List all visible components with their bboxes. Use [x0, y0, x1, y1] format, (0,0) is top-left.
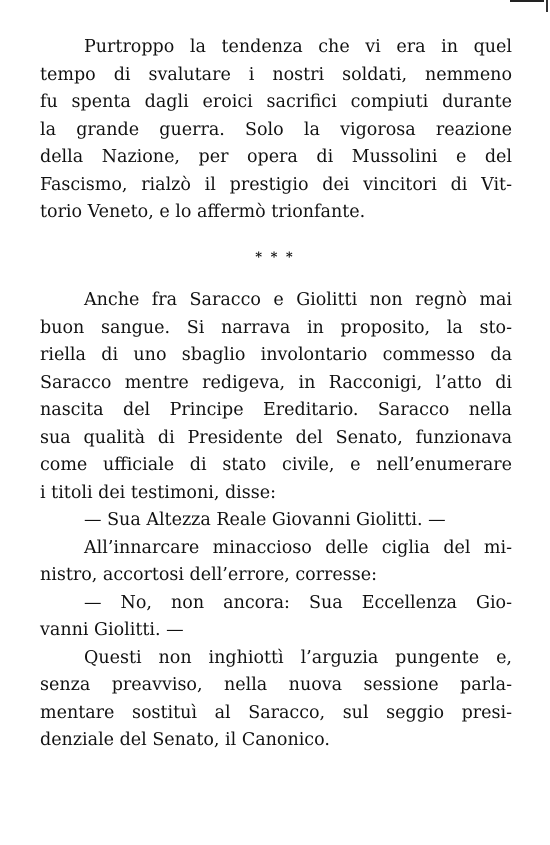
text-line: i titoli dei testimoni, disse: — [40, 482, 276, 503]
text-line: torio Veneto, e lo affermò trionfante. — [40, 202, 366, 222]
text-line: denziale del Senato, il Canonico. — [40, 730, 330, 750]
text-line: sua qualità di Presidente del Senato, funzionava — [40, 427, 512, 448]
text-line: fu spenta dagli eroici sacrifici compiuti durante — [40, 92, 512, 112]
section-separator: * * * — [255, 250, 295, 265]
dialogue-line: — Sua Altezza Reale Giovanni Giolitti. — — [84, 510, 446, 530]
text-line: la grande guerra. Solo la vigorosa reazione — [40, 119, 512, 140]
text-line: Saracco mentre redigeva, in Racconigi, l’atto di — [40, 372, 512, 393]
text-line: vanni Giolitti. — — [40, 620, 184, 640]
text-line: senza preavviso, nella nuova sessione parla- — [40, 675, 512, 695]
text-line: Purtroppo la tendenza che vi era in quel — [84, 37, 512, 57]
text-line: mentare sostituì al Saracco, sul seggio presi- — [40, 702, 512, 723]
text-line: come ufficiale di stato civile, e nell’enumerare — [40, 455, 512, 475]
text-line: riella di uno sbaglio involontario commesso da — [40, 345, 512, 365]
text-line: tempo di svalutare i nostri soldati, nemmeno — [40, 64, 512, 85]
text-line: Questi non inghiottì l’arguzia pungente e, — [84, 647, 512, 668]
text-line: della Nazione, per opera di Mussolini e del — [40, 147, 512, 167]
text-line: buon sangue. Si narrava in proposito, la sto- — [40, 317, 512, 338]
text-line: nistro, accortosi dell’errore, corresse: — [40, 565, 377, 585]
paragraph-saracco-giolitti — [40, 287, 512, 755]
text-line: Anche fra Saracco e Giolitti non regnò mai — [84, 290, 512, 310]
page-edge-mark — [510, 0, 544, 2]
page-edge-tick — [546, 0, 548, 12]
paragraph-fascism — [40, 34, 512, 227]
text-line: Fascismo, rialzò il prestigio dei vincitori di Vit- — [40, 174, 512, 195]
text-line: nascita del Principe Ereditario. Saracco nella — [40, 400, 512, 420]
text-line: All’innarcare minaccioso delle ciglia del mi- — [84, 537, 512, 558]
dialogue-line: — No, non ancora: Sua Eccellenza Gio- — [84, 592, 512, 613]
